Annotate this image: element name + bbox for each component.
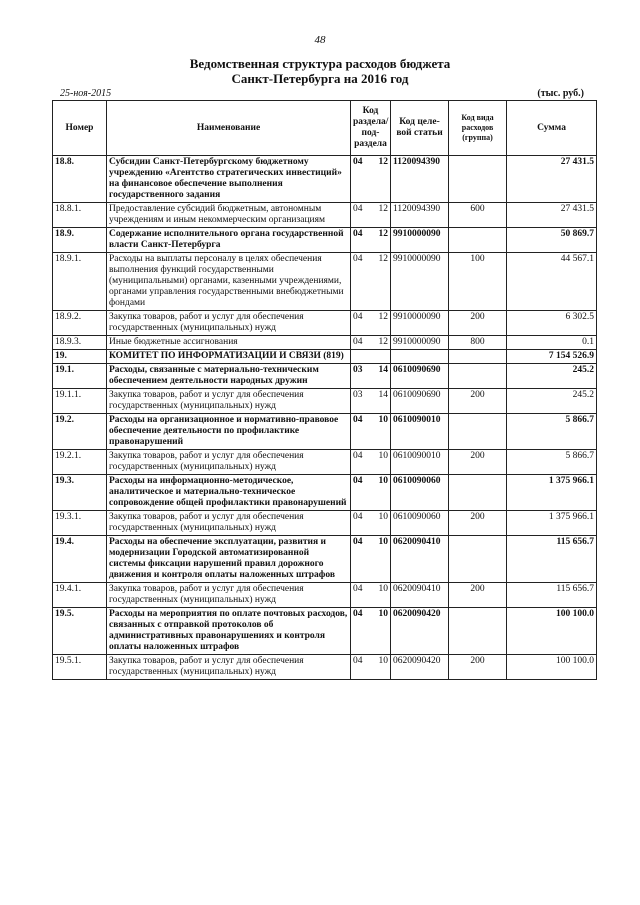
row-subsection: 10 bbox=[371, 608, 391, 655]
row-section: 04 bbox=[351, 228, 371, 253]
row-article: 0620090410 bbox=[391, 536, 449, 583]
row-section: 04 bbox=[351, 475, 371, 511]
row-number: 18.9.1. bbox=[53, 253, 107, 311]
row-number: 18.8.1. bbox=[53, 203, 107, 228]
row-article: 0610090060 bbox=[391, 511, 449, 536]
row-section: 04 bbox=[351, 608, 371, 655]
row-name: Закупка товаров, работ и услуг для обеспечения государственных (муниципальных) нужд bbox=[107, 511, 351, 536]
row-subsection: 10 bbox=[371, 414, 391, 450]
row-name: Закупка товаров, работ и услуг для обеспечения государственных (муниципальных) нужд bbox=[107, 655, 351, 680]
table-row bbox=[53, 450, 597, 475]
row-sum: 245.2 bbox=[507, 364, 597, 389]
row-expense-type bbox=[449, 414, 507, 450]
row-expense-type bbox=[449, 364, 507, 389]
row-expense-type: 200 bbox=[449, 655, 507, 680]
row-article: 0620090410 bbox=[391, 583, 449, 608]
header-sum: Сумма bbox=[507, 101, 597, 156]
units-label: (тыс. руб.) bbox=[537, 88, 584, 99]
row-expense-type bbox=[449, 156, 507, 203]
row-sum: 5 866.7 bbox=[507, 450, 597, 475]
table-row bbox=[53, 536, 597, 583]
row-expense-type: 200 bbox=[449, 389, 507, 414]
row-name: Иные бюджетные ассигнования bbox=[107, 336, 351, 350]
row-section: 04 bbox=[351, 450, 371, 475]
row-subsection: 12 bbox=[371, 156, 391, 203]
row-sum: 27 431.5 bbox=[507, 156, 597, 203]
row-sum: 100 100.0 bbox=[507, 608, 597, 655]
row-section: 03 bbox=[351, 364, 371, 389]
row-expense-type: 800 bbox=[449, 336, 507, 350]
row-number: 19.3.1. bbox=[53, 511, 107, 536]
table-row bbox=[53, 475, 597, 511]
row-section: 03 bbox=[351, 389, 371, 414]
row-section: 04 bbox=[351, 336, 371, 350]
table-row bbox=[53, 156, 597, 203]
row-article: 0610090060 bbox=[391, 475, 449, 511]
row-number: 18.8. bbox=[53, 156, 107, 203]
row-article: 0610090010 bbox=[391, 414, 449, 450]
row-subsection: 10 bbox=[371, 655, 391, 680]
row-sum: 115 656.7 bbox=[507, 583, 597, 608]
row-expense-type: 200 bbox=[449, 311, 507, 336]
row-name: Расходы на организационное и нормативно-правовое обеспечение деятельности по профилактике правонарушений bbox=[107, 414, 351, 450]
row-section: 04 bbox=[351, 156, 371, 203]
row-section: 04 bbox=[351, 203, 371, 228]
row-section: 04 bbox=[351, 583, 371, 608]
row-subsection: 10 bbox=[371, 536, 391, 583]
row-number: 19.1.1. bbox=[53, 389, 107, 414]
table-row bbox=[53, 655, 597, 680]
row-sum: 1 375 966.1 bbox=[507, 475, 597, 511]
row-sum: 245.2 bbox=[507, 389, 597, 414]
table-row bbox=[53, 336, 597, 350]
table-body bbox=[53, 156, 597, 680]
row-subsection: 10 bbox=[371, 475, 391, 511]
document-title bbox=[0, 56, 640, 86]
header-expense-type: Код вида расходов (группа) bbox=[449, 101, 507, 156]
row-section: 04 bbox=[351, 311, 371, 336]
row-subsection: 12 bbox=[371, 203, 391, 228]
table-row bbox=[53, 389, 597, 414]
row-number: 19.4. bbox=[53, 536, 107, 583]
header-number: Номер bbox=[53, 101, 107, 156]
row-section: 04 bbox=[351, 253, 371, 311]
title-line-2: Санкт-Петербурга на 2016 год bbox=[231, 71, 409, 86]
table-row bbox=[53, 203, 597, 228]
row-section: 04 bbox=[351, 655, 371, 680]
row-sum: 1 375 966.1 bbox=[507, 511, 597, 536]
row-article: 0620090420 bbox=[391, 608, 449, 655]
row-name: Расходы на обеспечение эксплуатации, развития и модернизации Городской автоматизированной системы фиксации нарушений правил дорожного движения и контроля оплаты наложенных штрафов bbox=[107, 536, 351, 583]
row-number: 18.9.3. bbox=[53, 336, 107, 350]
row-subsection: 14 bbox=[371, 389, 391, 414]
row-expense-type: 600 bbox=[449, 203, 507, 228]
row-subsection bbox=[371, 350, 391, 364]
row-article: 1120094390 bbox=[391, 156, 449, 203]
table-header-row bbox=[53, 101, 597, 156]
row-subsection: 10 bbox=[371, 583, 391, 608]
table-row bbox=[53, 350, 597, 364]
row-number: 19.1. bbox=[53, 364, 107, 389]
header-name: Наименование bbox=[107, 101, 351, 156]
row-expense-type: 100 bbox=[449, 253, 507, 311]
row-article: 9910000090 bbox=[391, 253, 449, 311]
row-number: 19.4.1. bbox=[53, 583, 107, 608]
row-sum: 50 869.7 bbox=[507, 228, 597, 253]
row-name: Закупка товаров, работ и услуг для обеспечения государственных (муниципальных) нужд bbox=[107, 311, 351, 336]
row-name: Закупка товаров, работ и услуг для обеспечения государственных (муниципальных) нужд bbox=[107, 389, 351, 414]
row-expense-type bbox=[449, 350, 507, 364]
row-section: 04 bbox=[351, 536, 371, 583]
row-article: 9910000090 bbox=[391, 336, 449, 350]
table-row bbox=[53, 414, 597, 450]
table-row bbox=[53, 511, 597, 536]
row-section: 04 bbox=[351, 511, 371, 536]
row-name: Расходы на информационно-методическое, аналитическое и материально-техническое сопровождение общей профилактики правонарушений bbox=[107, 475, 351, 511]
row-number: 19.3. bbox=[53, 475, 107, 511]
row-expense-type bbox=[449, 608, 507, 655]
row-name: Расходы, связанные с материально-техническим обеспечением деятельности народных дружин bbox=[107, 364, 351, 389]
row-expense-type: 200 bbox=[449, 511, 507, 536]
row-article: 0620090420 bbox=[391, 655, 449, 680]
table-row bbox=[53, 311, 597, 336]
table-row bbox=[53, 228, 597, 253]
row-article bbox=[391, 350, 449, 364]
row-article: 9910000090 bbox=[391, 228, 449, 253]
table-row bbox=[53, 583, 597, 608]
row-subsection: 10 bbox=[371, 511, 391, 536]
page-number: 48 bbox=[314, 34, 326, 46]
row-number: 18.9. bbox=[53, 228, 107, 253]
row-subsection: 10 bbox=[371, 450, 391, 475]
row-name: Предоставление субсидий бюджетным, автономным учреждениям и иным некоммерческим организациям bbox=[107, 203, 351, 228]
row-name: Субсидии Санкт-Петербургскому бюджетному учреждению «Агентство стратегических инвестиций» на финансовое обеспечение выполнения государственного задания bbox=[107, 156, 351, 203]
budget-table bbox=[52, 100, 597, 680]
row-subsection: 12 bbox=[371, 311, 391, 336]
row-expense-type bbox=[449, 228, 507, 253]
document-date: 25-ноя-2015 bbox=[60, 88, 112, 99]
row-name: Закупка товаров, работ и услуг для обеспечения государственных (муниципальных) нужд bbox=[107, 450, 351, 475]
row-subsection: 12 bbox=[371, 228, 391, 253]
row-article: 0610090010 bbox=[391, 450, 449, 475]
row-sum: 6 302.5 bbox=[507, 311, 597, 336]
row-expense-type bbox=[449, 475, 507, 511]
row-expense-type bbox=[449, 536, 507, 583]
row-number: 18.9.2. bbox=[53, 311, 107, 336]
row-sum: 7 154 526.9 bbox=[507, 350, 597, 364]
row-name: Расходы на мероприятия по оплате почтовых расходов, связанных с отправкой протоколов об административных правонарушениях и контроля оплаты наложенных штрафов bbox=[107, 608, 351, 655]
row-number: 19.2.1. bbox=[53, 450, 107, 475]
row-sum: 27 431.5 bbox=[507, 203, 597, 228]
row-number: 19.2. bbox=[53, 414, 107, 450]
row-name: Закупка товаров, работ и услуг для обеспечения государственных (муниципальных) нужд bbox=[107, 583, 351, 608]
row-article: 0610090690 bbox=[391, 389, 449, 414]
title-line-1: Ведомственная структура расходов бюджета bbox=[189, 56, 451, 71]
row-expense-type: 200 bbox=[449, 450, 507, 475]
row-sum: 100 100.0 bbox=[507, 655, 597, 680]
row-number: 19.5. bbox=[53, 608, 107, 655]
row-name: Расходы на выплаты персоналу в целях обеспечения выполнения функций государственными (муниципальными) органами, казенными учреждениями, органами управления государственными внебюджетными фондами bbox=[107, 253, 351, 311]
table-row bbox=[53, 253, 597, 311]
row-article: 9910000090 bbox=[391, 311, 449, 336]
row-number: 19. bbox=[53, 350, 107, 364]
row-subsection: 14 bbox=[371, 364, 391, 389]
row-article: 1120094390 bbox=[391, 203, 449, 228]
row-subsection: 12 bbox=[371, 336, 391, 350]
header-article: Код целе-вой статьи bbox=[391, 101, 449, 156]
row-section bbox=[351, 350, 371, 364]
row-number: 19.5.1. bbox=[53, 655, 107, 680]
row-name: КОМИТЕТ ПО ИНФОРМАТИЗАЦИИ И СВЯЗИ (819) bbox=[107, 350, 351, 364]
header-section: Код раздела/ под-раздела bbox=[351, 101, 391, 156]
row-sum: 0.1 bbox=[507, 336, 597, 350]
row-sum: 5 866.7 bbox=[507, 414, 597, 450]
table-row bbox=[53, 608, 597, 655]
row-sum: 44 567.1 bbox=[507, 253, 597, 311]
table-row bbox=[53, 364, 597, 389]
row-expense-type: 200 bbox=[449, 583, 507, 608]
row-sum: 115 656.7 bbox=[507, 536, 597, 583]
row-name: Содержание исполнительного органа государственной власти Санкт-Петербурга bbox=[107, 228, 351, 253]
row-section: 04 bbox=[351, 414, 371, 450]
row-article: 0610090690 bbox=[391, 364, 449, 389]
row-subsection: 12 bbox=[371, 253, 391, 311]
